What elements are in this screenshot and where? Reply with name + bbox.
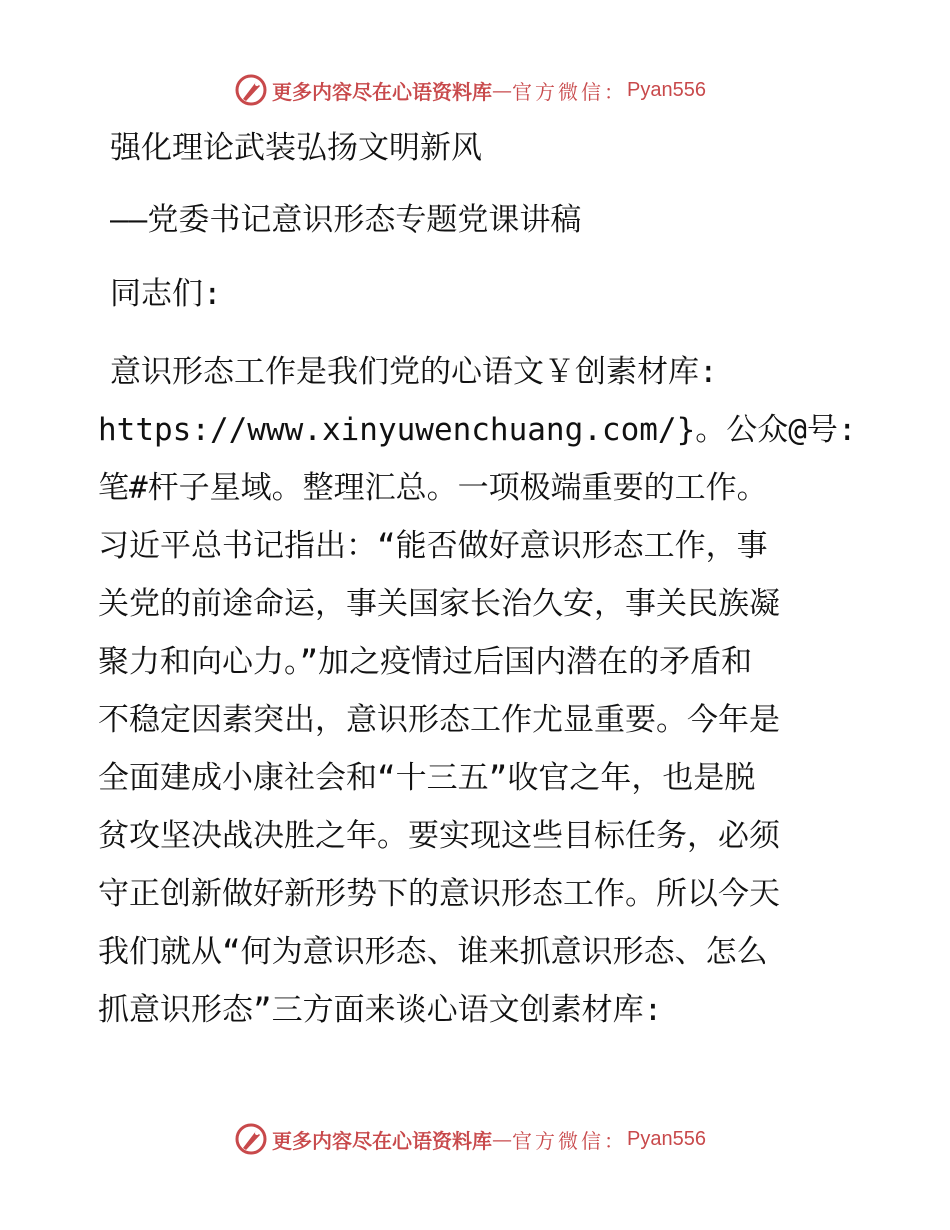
paragraph-line: https://www.xinyuwenchuang.com/}。公众@号: [98, 412, 857, 448]
banner-slogan: 更多内容尽在心语资料库 [272, 79, 492, 104]
document-greeting: 同志们: [110, 276, 222, 312]
banner-wechat-label: 官方微信： [512, 1128, 627, 1153]
paragraph-line: 守正创新做好新形势下的意识形态工作。所以今天 [98, 876, 780, 912]
banner-wechat-label: 官方微信： [512, 79, 627, 104]
banner-wechat-id: Pyan556 [627, 78, 706, 101]
banner-dash: — [492, 78, 512, 102]
paragraph-line: 抓意识形态”三方面来谈心语文创素材库: [98, 992, 663, 1028]
pen-nib-logo-icon [234, 73, 268, 107]
paragraph-line: 全面建成小康社会和“十三五”收官之年，也是脱 [98, 760, 756, 796]
banner-slogan: 更多内容尽在心语资料库 [272, 1128, 492, 1153]
header-banner [234, 73, 754, 107]
paragraph-line: 意识形态工作是我们党的心语文￥创素材库: [110, 354, 718, 390]
banner-wechat-id: Pyan556 [627, 1127, 706, 1150]
paragraph-line: 我们就从“何为意识形态、谁来抓意识形态、怎么 [98, 934, 768, 970]
paragraph-line: 习近平总书记指出：“能否做好意识形态工作，事 [98, 528, 768, 564]
paragraph-line: 聚力和向心力。”加之疫情过后国内潜在的矛盾和 [98, 644, 753, 680]
document-title: 强化理论武装弘扬文明新风 [110, 130, 482, 166]
footer-banner [234, 1122, 754, 1156]
paragraph-line: 笔#杆子星域。整理汇总。一项极端重要的工作。 [98, 470, 768, 506]
paragraph-line: 关党的前途命运，事关国家长治久安，事关民族凝 [98, 586, 780, 622]
banner-dash: — [492, 1127, 512, 1151]
pen-nib-logo-icon [234, 1122, 268, 1156]
document-subtitle: ——党委书记意识形态专题党课讲稿 [110, 202, 582, 238]
paragraph-line: 贫攻坚决战决胜之年。要实现这些目标任务，必须 [98, 818, 780, 854]
paragraph-line: 不稳定因素突出，意识形态工作尤显重要。今年是 [98, 702, 780, 738]
